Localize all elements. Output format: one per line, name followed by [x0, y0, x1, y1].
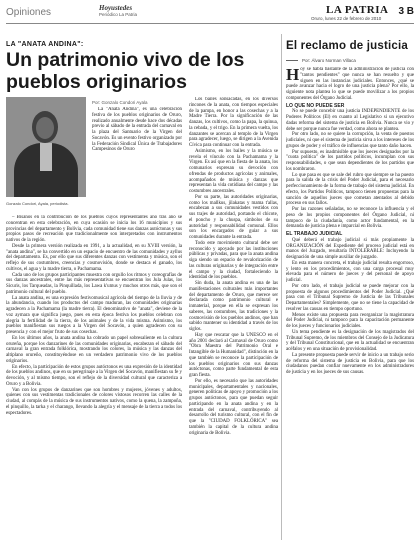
paragraph: Asimismo, en los bailes y la música se revela el vínculo con la Pachamama y la Virgen. Es así que en la fiesta de la anata, los comunarios expresan su devoción con ofrendas de productos agrícolas y animales, acompañados de música y danzas que representan la vida cotidiana del campo y las costumbres ancestrales. [189, 148, 278, 194]
paragraph [286, 67, 414, 102]
opinion-author: Por: Álvaro Norman Villaca [302, 58, 356, 63]
paragraph: Los bailes sonsacadas, en los diversos rincones de la anata, con tiempos especiales de la pampa, en honor a las cosechas y a la Madre Tierra. Por la significación de las danzas, los cultivos, como la papa, la quinua, la cebada, y el trigo. En la primera vuelta, los danzantes se acercan al templo de la Virgen para agradecer, luego, se dirigen a la Avenida Cívica para continuar con la entrada. [189, 97, 278, 148]
paragraph: Por otro lado, no se quiere la corrupción, la venta de puestos judiciales, ni que el sistema de justicia sirva a los intereses de los grupos de poder y el tráfico de influencias que tanto daño hacen. [286, 132, 414, 149]
author-photo [6, 97, 86, 197]
person-face-shape [36, 117, 54, 139]
article-byline: Por: Gonzalo Condori Ayala [92, 100, 148, 105]
main-article [6, 31, 276, 543]
article-title: Un patrimonio vivo de los pueblos originarios [6, 49, 245, 93]
logo-line-1: Hoyustedes [99, 4, 133, 12]
paragraph: En efecto, la participación de estos grupos autóctonos es una expresión de la identidad de los pueblos andinos, que en su peregrinaje a la Virgen del Socavón, manifiestan su fe y devoción, y al mismo tiempo, son el reflejo de la diversidad cultural que caracteriza a Oruro y a Bolivia. [6, 364, 182, 387]
page-number: 3 B [398, 6, 414, 17]
paragraph: Hay que rescatar que la UNESCO en el año 2001 declaró al Carnaval de Oruro como "Obra Maestra del Patrimonio Oral e Intangible de la Humanidad", distinción en la que también se reconoce la participación de los pueblos originarios con sus danzas autóctonas, como parte fundamental de esta gran fiesta. [189, 332, 278, 378]
drop-cap: H [286, 67, 300, 84]
paragraph: En esta manera concreta, el trabajo judicial resulta engorroso, y lento en los procedimientos, con una carga procesal muy elevada para el número de jueces y del personal de apoyo judicial. [286, 260, 414, 283]
paragraph: Lo que pasa es que se sale del rubro que siempre se ha puesto para la salida de la crisis del Poder Judicial, para el necesario perfeccionamiento de la forma de trabajo del sistema judicial. En efecto, los Partidos Políticos, tampoco tienen propuestas para la sanción de aquellos jueces que cometan atentados al debido proceso en sus fallos. [286, 172, 414, 207]
header-rule [6, 23, 414, 24]
paragraph: Qué deberá el trabajo judicial si más propiamente la ORGANIZACIÓN del Expediente del proceso judicial está en manos del Juzgado, resultaría INTOLERABLE: Incluyendo la designación de una simple auxiliar de juzgado. [286, 237, 414, 260]
opinion-body [286, 67, 414, 543]
paragraph: La anata andina, es una expresión festivomusical agrícola del tiempo de la lluvia y de la abundancia, cuando los productos del campo maduran, las comunidades originarias agradecen a la Pachamama (la madre tierra). El denominativo de "anata", deviene de la voz aymara que significa juego, pues en esta época festiva los pueblos celebran con alegría la fertilidad de la tierra, de los animales y de la vida misma. Asimismo, los pueblos manifiestan sus ruegos a la Virgen del Socavón, a quien agradecen con su presencia y con el mejor fruto de sus cosechas. [6, 295, 182, 335]
author-rule [286, 60, 298, 61]
article-column-b [189, 97, 278, 543]
article-kicker: LA "ANATA ANDINA": [6, 41, 84, 48]
photo-caption: Gonzalo Condori, Ayala, periodista. [6, 201, 69, 206]
paragraph: Menos existe una propuesta para reorganizar la magistratura del Poder Judicial, ni tampoco para la capacitación permanente de los jueces y funcionarios judiciales. [286, 312, 414, 329]
paragraph: Por otro lado, el trabajo judicial se puede mejorar con la propuesta de algunos procedimientos del Poder Judicial. ¿Qué pasa con el Tribunal Supremo de Justicia de las Tribunales Departamentales? Simplemente, que no se tiene la capacidad de resolver las causas en tiempo oportuno. [286, 283, 414, 312]
paragraph: Por ello, es necesario que las autoridades municipales, departamentales y nacionales, generen políticas de apoyo y promoción a los grupos autóctonos, para que puedan seguir participando en la anata andina y en la entrada del carnaval, contribuyendo al desarrollo del turismo cultural, con el fin de que la "CIUDAD FOLKLÓRICA" sea también la capital de la cultura andina originaria de Bolivia. [189, 378, 278, 436]
paragraph: Cada uno de los grupos participantes muestra con orgullo los ritmos y coreografías de sus danzas ancestrales, entre las más representativas se encuentran los Jula Julas, los Sicuris, los Tarqueadas, la Pinquillada, los Lawa k'umus y muchos otros más, que son el patrimonio cultural del pueblo. [6, 272, 182, 295]
paragraph: La "Anata Andina", es una celebración festiva de los pueblos originarios de Oruro, realizado anualmente desde hace dos décadas previo al sábado de la entrada del carnaval en la plaza del Santuario de la Virgen del Socavón. Es un evento festivo organizado por la Federación Sindical Única de Trabajadores Campesinos de Oruro [92, 107, 182, 153]
paragraph: – Bisaños en la contribución de los pueblos cuyos representantes año tras año se concentran en esta celebración, en cuya ocasión se inicia los 16 municipios y sus provincias del departamento y Bolivia, cada comunidad tiene sus danzas autóctonas y sus propios pasos de recreación que tradicionalmente son interpretados con instrumentos nativos de la región. [6, 215, 182, 243]
opinion-subheading: LO QUE NO PUEDE SER [286, 102, 345, 109]
person-shirt-shape [40, 143, 52, 171]
paragraph: Desde la primera versión realizada en 1991, a la actualidad, en su XVIII versión, la "anata andina", se ha convertido en un espacio de encuentro de las comunidades y ayllus del departamento. Es, por ello que sus diferentes danzas con vestimenta y música, son el reflejo de sus costumbres, creencias y cosmovisión, donde se destaca el ganado, los cultivos, el agua y la madre tierra, o Pachamama. [6, 243, 182, 272]
section-label: Opiniones [6, 7, 52, 18]
paragraph: La presente propuesta puede servir de inicio a un trabajo serio de reforma del sistema de justicia en Bolivia, para que los ciudadanos puedan confiar nuevamente en los administradores de justicia y en los jueces de sus causas. [286, 352, 414, 375]
paragraph: No se puede concebir una justicia INDEPENDIENTE de los Poderes Políticos (El) en cuanto al Legislativo si un ejecutivo dadas reforma del sistema de justicia en Bolivia. Nunca se vio y debe ser porque nunca fue verdad, como ahora se plantea. [286, 109, 414, 132]
paragraph: Por supuesto, es inadmisible que los jueces designados por la "cuota política" de los partidos políticos, incumplan con sus responsabilidades, o que sean dependientes de los partidos que los nombraron. [286, 149, 414, 172]
logo-line-2: Periódico La Patria [99, 12, 138, 17]
paragraph: Por las razones señaladas, no se reconoce la influencia y el peso de los propios componentes del Órgano Judicial, ni tampoco de la ciudadanía, como actor fundamental, en la demanda de justicia plena e imparcial en Bolivia. [286, 207, 414, 230]
paragraph: Un tema pendiente es la designación de los magistrados del Tribunal Supremo, de los miembros del Consejo de la Judicatura y del Tribunal Constitucional, que en la actualidad se encuentran acéfalos y en una situación de provisionalidad. [286, 329, 414, 352]
paragraph: Todo este movimiento cultural debe ser reconocido y apoyado por las instituciones públicas y privadas, para que la anata andina siga siendo un espacio de revalorización de las culturas originarias y de integración entre el campo y la ciudad, fortaleciendo la identidad de los pueblos. [189, 240, 278, 281]
page-header [6, 4, 414, 30]
paragraph: Por su parte, las autoridades originarias, como los mallkus, jilakatas y mama t'allas, encabezan a sus comunidades vestidos con sus trajes de autoridad, portando el chicote, el poncho y la chuspa, símbolos de su autoridad y responsabilidad comunal. Ellos son los encargados de guiar a sus comunidades durante la entrada. [189, 194, 278, 240]
paragraph: Van con los grupos de danzarines que son hombres y mujeres, jóvenes y adultos, quienes con sus vestimentas tradicionales de colores vistosos recorren las calles de la ciudad, al compás de la música de sus instrumentos nativos, como la quena, la zampoña, el pinquillo, la tarka y el charango, llevando la alegría y el mensaje de la tierra a todos los espectadores. [6, 387, 182, 416]
newspaper-name: LA PATRIA [326, 4, 389, 16]
opinion-subheading: EL TRABAJO JUDICIAL [286, 231, 343, 237]
publication-date: Oruro, lunes 22 de febrero de 2010 [311, 16, 382, 21]
article-column-a [92, 107, 182, 197]
column-divider [281, 34, 282, 540]
paragraph: Sin duda, la anata andina es una de las manifestaciones culturales más importantes del departamento de Oruro, que merece ser declarada como patrimonio cultural e inmaterial, porque en ella se expresan los saberes, las costumbres, las tradiciones y la cosmovisión de los pueblos andinos, que han sabido mantener su identidad a través de los siglos. [189, 281, 278, 332]
article-column-a-continued [6, 215, 182, 543]
opinion-title: El reclamo de justicia [286, 40, 409, 52]
paragraph: En los últimos años, la anata andina ha cobrado un papel sobresaliente en la cultura orureña, porque los danzarines de las comunidades originarias, encabezan el sábado del carnaval la gran entrada folklórica, mostrando los colores, la música y las danzas del altiplano orureño, constituyéndose en un verdadero patrimonio vivo de los pueblos originarios. [6, 335, 182, 364]
opinion-column [286, 31, 414, 543]
brand-logo [99, 4, 145, 20]
paragraph-text: oy se habla bastante de la administración de justicia con "tantos pendientes" que nunca se han resuelto y que siguen en las instancias judiciales. Entonces, ¿qué se puede avanzar hacia el logro de una justicia plena? Por ello, la siguiente nota plantea lo que se puede movilizar a los propios componentes del Órgano Judicial. [286, 67, 414, 101]
